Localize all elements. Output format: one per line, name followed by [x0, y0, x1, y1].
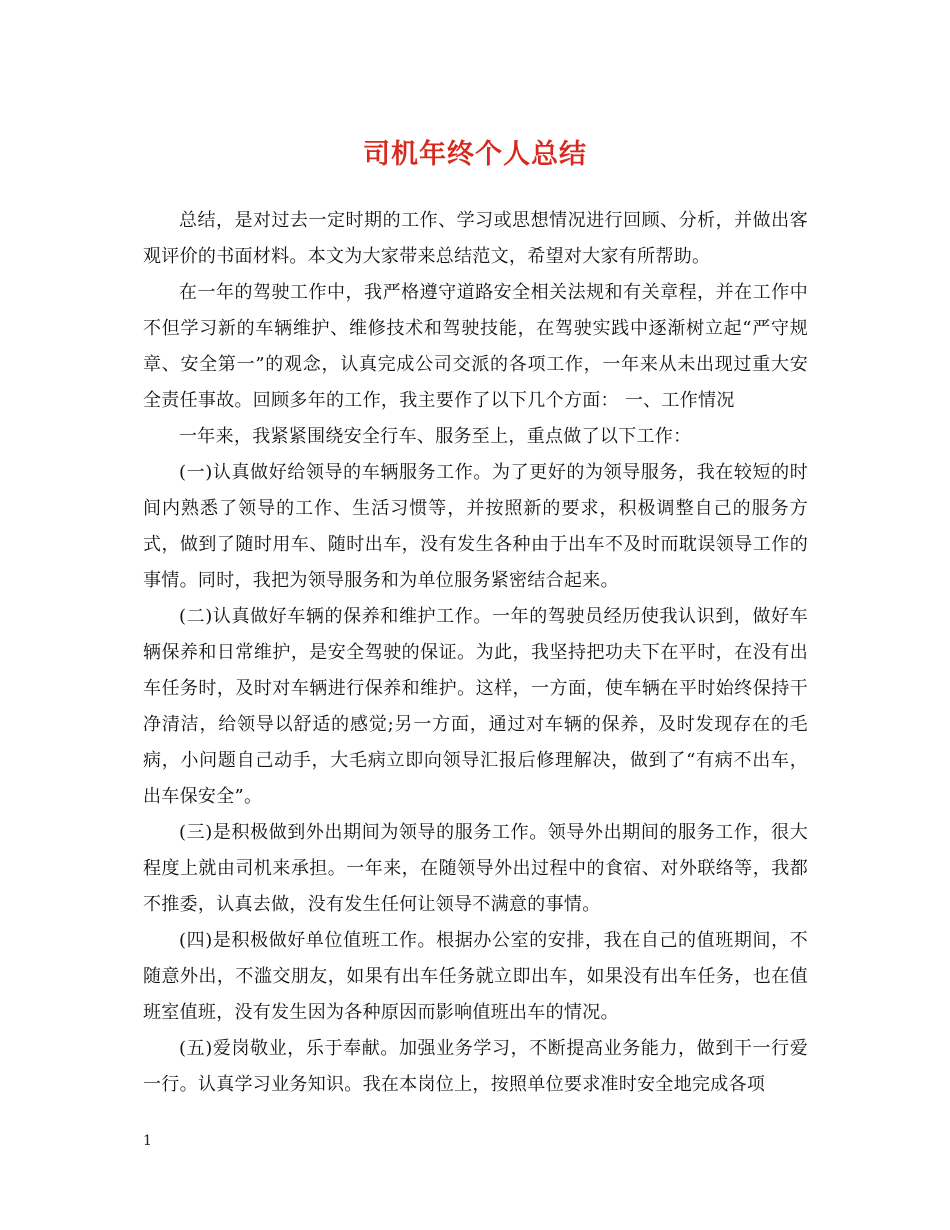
paragraph-item-2: (二)认真做好车辆的保养和维护工作。一年的驾驶员经历使我认识到，做好车辆保养和日常维护，是安全驾驶的保证。为此，我坚持把功夫下在平时，在没有出车任务时，及时对车辆进行保养和维护。这样，一方面，使车辆在平时始终保持干净清洁，给领导以舒适的感觉;另一方面，通过对车辆的保养，及时发现存在的毛病，小问题自己动手，大毛病立即向领导汇报后修理解决，做到了“有病不出车，出车保安全”。: [143, 606, 808, 807]
document-body: [143, 203, 808, 1103]
paragraph-item-4: (四)是积极做好单位值班工作。根据办公室的安排，我在自己的值班期间，不随意外出，不滥交朋友，如果有出车任务就立即出车，如果没有出车任务，也在值班室值班，没有发生因为各种原因而影响值班出车的情况。: [143, 930, 808, 1023]
page-number: 1: [143, 1133, 152, 1149]
paragraph-intro: 总结，是对过去一定时期的工作、学习或思想情况进行回顾、分析，并做出客观评价的书面材料。本文为大家带来总结范文，希望对大家有所帮助。: [143, 210, 808, 267]
paragraph-driving-work: 在一年的驾驶工作中，我严格遵守道路安全相关法规和有关章程，并在工作中不但学习新的车辆维护、维修技术和驾驶技能，在驾驶实践中逐渐树立起“严守规章、安全第一”的观念，认真完成公司交派的各项工作，一年来从未出现过重大安全责任事故。回顾多年的工作，我主要作了以下几个方面： 一、工作情况: [143, 282, 808, 411]
paragraph-overview: 一年来，我紧紧围绕安全行车、服务至上，重点做了以下工作：: [179, 426, 692, 447]
paragraph-item-5: (五)爱岗敬业，乐于奉献。加强业务学习，不断提高业务能力，做到干一行爱一行。认真学习业务知识。我在本岗位上，按照单位要求准时安全地完成各项: [143, 1038, 808, 1095]
paragraph-item-1: (一)认真做好给领导的车辆服务工作。为了更好的为领导服务，我在较短的时间内熟悉了领导的工作、生活习惯等，并按照新的要求，积极调整自己的服务方式，做到了随时用车、随时出车，没有发生各种由于出车不及时而耽误领导工作的事情。同时，我把为领导服务和为单位服务紧密结合起来。: [143, 462, 808, 591]
document-title: 司机年终个人总结: [363, 139, 587, 170]
paragraph-item-3: (三)是积极做到外出期间为领导的服务工作。领导外出期间的服务工作，很大程度上就由司机来承担。一年来，在随领导外出过程中的食宿、对外联络等，我都不推委，认真去做，没有发生任何让领导不满意的事情。: [143, 822, 808, 915]
